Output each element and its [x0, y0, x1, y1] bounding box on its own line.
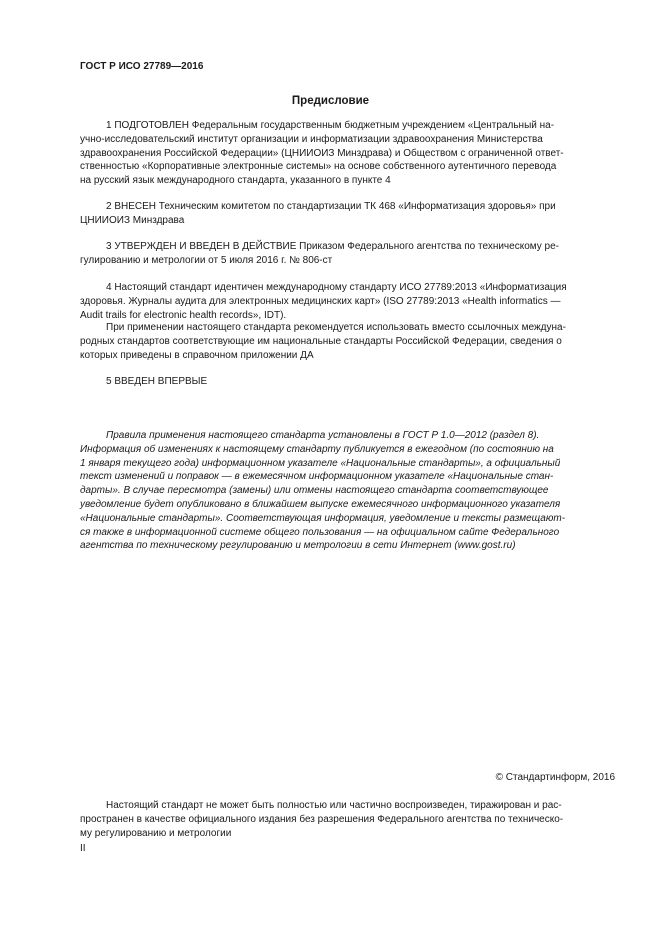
item-identical-standard: [80, 281, 615, 322]
text-line: При применении настоящего стандарта рекомендуется использовать вместо ссылочных междуна-: [106, 322, 566, 333]
item-reference-note: [80, 321, 615, 362]
text-line: гулированию и метрологии от 5 июля 2016 г. № 806-ст: [80, 254, 333, 266]
text-line: здравоохранения Российской Федерации» (ЦНИИОИЗ Минздрава) и Обществом с ограниченной ответ-: [80, 147, 564, 159]
text-line: Информация об изменениях к настоящему стандарту публикуется в ежегодном (по состоянию на: [80, 443, 554, 455]
page-number: II: [80, 843, 86, 854]
text-line: ЦНИИОИЗ Минздрава: [80, 214, 185, 226]
text-line: учно-исследовательский институт организации и информатизации здравоохранения Министерства: [80, 133, 543, 145]
text-line: здоровья. Журналы аудита для электронных медицинских карт» (ISO 27789:2013 «Health informatics —: [80, 295, 561, 307]
text-line: 4 Настоящий стандарт идентичен международному стандарту ИСО 27789:2013 «Информатизация: [106, 282, 567, 293]
item-prepared: [80, 119, 615, 188]
page-title: Предисловие: [291, 95, 370, 107]
item-approved: [80, 240, 615, 268]
copyright: © Стандартинформ, 2016: [495, 772, 615, 783]
text-line: 5 ВВЕДЕН ВПЕРВЫЕ: [106, 376, 208, 387]
text-line: 1 января текущего года) информационном указателе «Национальные стандарты», а официальный: [80, 457, 561, 469]
document-code-header: ГОСТ Р ИСО 27789—2016: [80, 61, 204, 72]
text-line: текст изменений и поправок — в ежемесячном информационном указателе «Национальные стан-: [80, 471, 554, 483]
application-rules-notice: [80, 429, 615, 553]
text-line: Audit trails for electronic health records», IDT).: [80, 309, 287, 321]
text-line: которых приведены в справочном приложении ДА: [80, 349, 314, 361]
text-line: 2 ВНЕСЕН Техническим комитетом по стандартизации ТК 468 «Информатизация здоровья» при: [106, 201, 556, 212]
text-line: пространен в качестве официального издания без разрешения Федерального агентства по техническо-: [80, 813, 564, 825]
text-line: агентства по техническому регулированию и метрологии в сети Интернет (www.gost.ru): [80, 540, 516, 552]
text-line: му регулированию и метрологии: [80, 827, 232, 839]
text-line: дарты». В случае пересмотра (замены) или отмены настоящего стандарта соответствующее: [80, 485, 549, 497]
reproduction-notice: [80, 799, 615, 840]
text-line: «Национальные стандарты». Соответствующая информация, уведомление и тексты размещают-: [80, 512, 566, 524]
text-line: уведомление будет опубликовано в ближайшем выпуске ежемесячного информационного указателя: [80, 498, 561, 510]
item-introduced-by: [80, 200, 615, 228]
text-line: родных стандартов соответствующие им национальные стандарты Российской Федерации, сведения о: [80, 335, 562, 347]
text-line: на русский язык международного стандарта, указанного в пункте 4: [80, 175, 391, 187]
text-line: ся также в информационной системе общего пользования — на официальном сайте Федерального: [80, 526, 560, 538]
text-line: 1 ПОДГОТОВЛЕН Федеральным государственным бюджетным учреждением «Центральный на-: [106, 120, 555, 131]
item-first-introduced: [80, 375, 615, 389]
text-line: 3 УТВЕРЖДЕН И ВВЕДЕН В ДЕЙСТВИЕ Приказом Федерального агентства по техническому ре-: [106, 241, 559, 252]
text-line: Настоящий стандарт не может быть полностью или частично воспроизведен, тиражирован и рас-: [106, 800, 562, 811]
text-line: Правила применения настоящего стандарта установлены в ГОСТ Р 1.0—2012 (раздел 8).: [106, 430, 540, 441]
text-line: ственностью «Корпоративные электронные системы» на основе собственного аутентичного перевода: [80, 161, 557, 173]
